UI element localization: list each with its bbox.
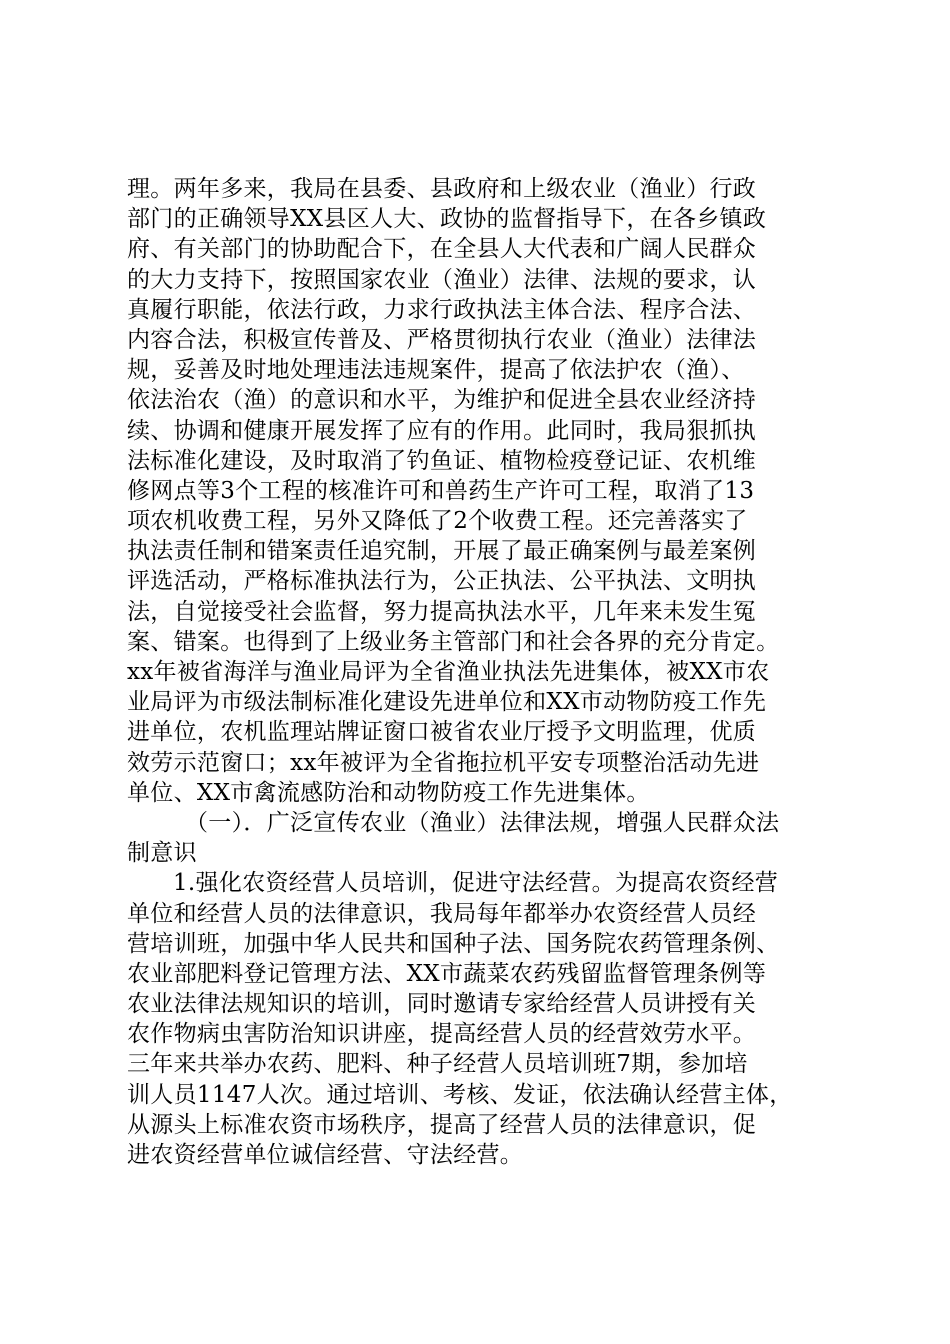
text-line: 案、错案。也得到了上级业务主管部门和社会各界的充分肯定。 [127,628,780,655]
text-line: 部门的正确领导XX县区人大、政协的监督指导下，在各乡镇政 [127,206,767,233]
text-line: 规，妥善及时地处理违法违规案件，提高了依法护农（渔）、 [127,357,745,384]
text-line: 农业部肥料登记管理方法、XX市蔬菜农药残留监督管理条例等 [127,960,767,987]
text-line: 进农资经营单位诚信经营、守法经营。 [127,1142,524,1168]
text-line: 单位、XX市禽流感防治和动物防疫工作先进集体。 [127,779,650,806]
text-line: 理。两年多来，我局在县委、县政府和上级农业（渔业）行政 [127,176,757,202]
text-line: 单位和经营人员的法律意识，我局每年都举办农资经营人员经 [127,900,757,927]
text-line: 依法治农（渔）的意识和水平，为维护和促进全县农业经济持 [127,387,757,414]
text-line: 农业法律法规知识的培训，同时邀请专家给经营人员讲授有关 [127,991,757,1018]
text-line: 内容合法，积极宣传普及、严格贯彻执行农业（渔业）法律法 [127,326,757,353]
text-line: 1.强化农资经营人员培训，促进守法经营。为提高农资经营 [173,870,779,897]
heading-line: （一）．广泛宣传农业（渔业）法律法规，增强人民群众法 [185,809,780,836]
text-line: 农作物病虫害防治知识讲座，提高经营人员的经营效劳水平。 [127,1021,757,1048]
text-line: 修网点等3个工程的核准许可和兽药生产许可工程，取消了13 [127,477,755,504]
text-line: 续、协调和健康开展发挥了应有的作用。此同时，我局狠抓执 [127,417,757,444]
section-heading [127,808,827,868]
text-line: 府、有关部门的协助配合下，在全县人大代表和广阔人民群众 [127,236,757,263]
document-body [127,174,827,1170]
paragraph-2 [127,868,827,1170]
text-line: 法，自觉接受社会监督，努力提高执法水平，几年来未发生冤 [127,598,757,625]
text-line: 营培训班，加强中华人民共和国种子法、国务院农药管理条例、 [127,930,780,957]
text-line: xx年被省海洋与渔业局评为全省渔业执法先进集体，被XX市农 [127,659,770,685]
text-line: 三年来共举办农药、肥料、种子经营人员培训班7期，参加培 [127,1051,748,1078]
text-line: 从源头上标准农资市场秩序，提高了经营人员的法律意识，促 [127,1111,757,1138]
text-line: 训人员1147人次。通过培训、考核、发证，依法确认经营主体， [127,1081,793,1108]
paragraph-1 [127,174,827,808]
text-line: 法标准化建设，及时取消了钓鱼证、植物检疫登记证、农机维 [127,447,757,474]
text-line: 项农机收费工程，另外又降低了2个收费工程。还完善落实了 [127,508,748,535]
text-line: 业局评为市级法制标准化建设先进单位和XX市动物防疫工作先 [127,689,767,716]
text-line: 真履行职能，依法行政，力求行政执法主体合法、程序合法、 [127,296,757,323]
text-line: 效劳示范窗口；xx年被评为全省拖拉机平安专项整治活动先进 [127,749,760,776]
text-line: 执法责任制和错案责任追究制，开展了最正确案例与最差案例 [127,538,757,565]
text-line: 的大力支持下，按照国家农业（渔业）法律、法规的要求，认 [127,266,757,293]
text-line: 进单位，农机监理站牌证窗口被省农业厅授予文明监理，优质 [127,719,757,746]
text-line: 评选活动，严格标准执法行为，公正执法、公平执法、文明执 [127,568,757,595]
heading-line: 制意识 [127,840,197,867]
